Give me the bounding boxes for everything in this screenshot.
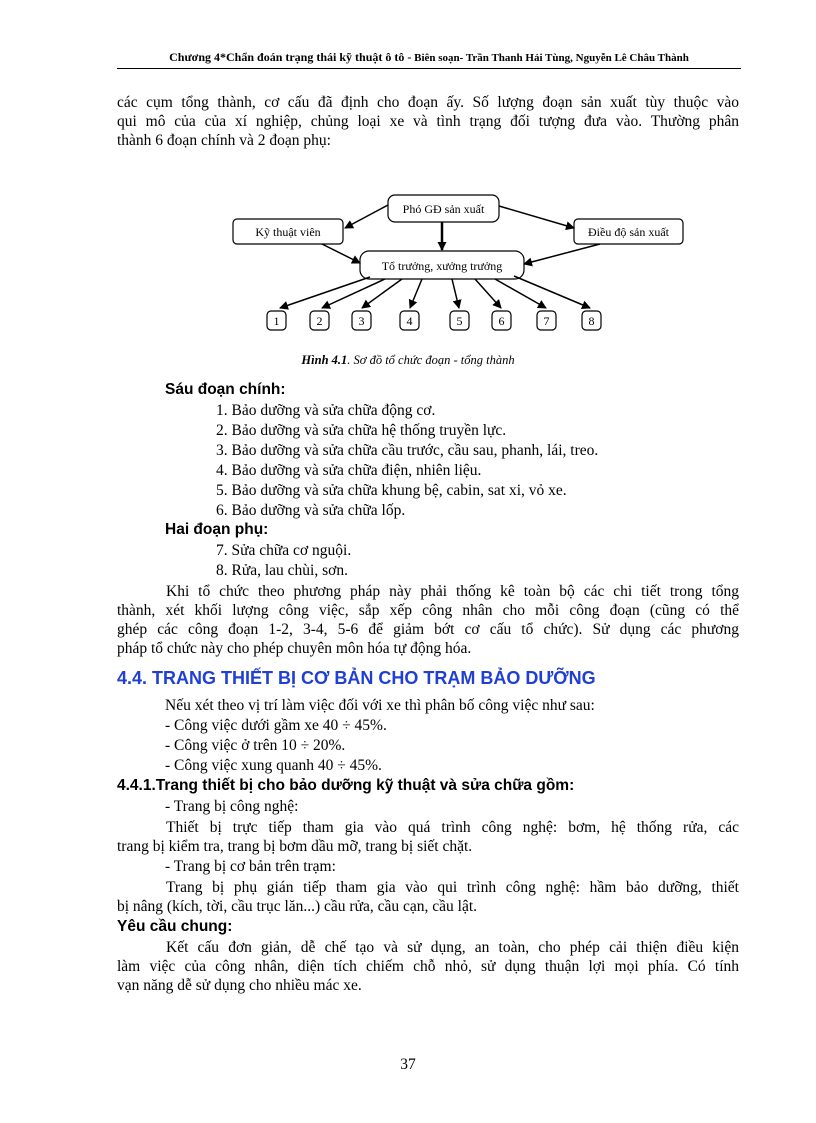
main-section-item-4: 4. Bảo dưỡng và sửa chữa điện, nhiên liệu. [216,462,482,479]
main-section-item-1: 1. Bảo dưỡng và sửa chữa động cơ. [216,402,436,419]
box-team-leader-label: Tổ trưởng, xưởng trưởng [381,259,503,273]
arrow-to-unit-6 [475,279,501,308]
unit-label-6: 6 [498,314,505,328]
intro-line-1: các cụm tổng thành, cơ cấu đã định cho đoạn ấy. Số lượng đoạn sản xuất tùy thuộc vào [117,94,739,111]
unit-label-3: 3 [358,314,365,328]
main-section-item-6: 6. Bảo dưỡng và sửa chữa lốp. [216,502,406,519]
org-diagram [0,0,816,345]
figure-caption-label: Hình 4.1 [301,353,348,367]
aux-section-item-7: 7. Sửa chữa cơ nguội. [216,542,352,559]
arrow-to-unit-8 [514,276,590,308]
tech-equipment-line-1: Thiết bị trực tiếp tham gia vào quá trình công nghệ: bơm, hệ thống rửa, các [166,819,739,836]
arrow-to-dispatcher [499,206,574,228]
organize-line-2: thành, xét khối lượng công việc, sắp xếp công nhân cho mỗi công đoạn (cũng có thể [117,602,739,619]
base-equipment-line-1: Trang bị phụ gián tiếp tham gia vào qui trình công nghệ: hầm bảo dưỡng, thiết [166,879,739,896]
unit-label-7: 7 [543,314,550,328]
base-equipment-paragraph [117,878,739,916]
main-section-item-3: 3. Bảo dưỡng và sửa chữa cầu trước, cầu sau, phanh, lái, treo. [216,442,599,459]
section-4-4-1-heading: 4.4.1.Trang thiết bị cho bảo dưỡng kỹ thuật và sửa chữa gồm: [117,777,575,794]
arrow-to-unit-7 [495,279,546,308]
organize-line-1: Khi tổ chức theo phương pháp này phải thống kê toàn bộ các chi tiết trong tổng [166,583,739,600]
figure-caption-text: . Sơ đồ tổ chức đoạn - tổng thành [347,353,515,367]
header-authors: Biên soạn- Trần Thanh Hải Tùng, Nguyễn Lê Châu Thành [414,52,689,64]
intro-line-2: qui mô của của xí nghiệp, chủng loại xe và tình trạng đối tượng đưa vào. Thường phân [117,113,739,130]
unit-label-5: 5 [456,314,463,328]
intro-line-3: thành 6 đoạn chính và 2 đoạn phụ: [117,132,331,149]
section-4-4-lead: Nếu xét theo vị trí làm việc đối với xe thì phân bố công việc như sau: [165,697,595,714]
work-distribution-item-1: - Công việc dưới gầm xe 40 ÷ 45%. [165,717,387,734]
arrow-to-unit-4 [410,279,422,308]
requirements-line-2: làm việc của công nhân, diện tích chiếm chỗ nhỏ, sử dụng thuận lợi mọi phía. Có tính [117,958,739,975]
tech-equipment-paragraph [117,818,739,856]
work-distribution-item-3: - Công việc xung quanh 40 ÷ 45%. [165,757,382,774]
unit-label-1: 1 [273,314,280,328]
aux-section-item-8: 8. Rửa, lau chùi, sơn. [216,562,348,579]
arrow-to-technician [345,205,388,228]
unit-boxes [267,311,601,330]
tech-equipment-line-2: trang bị kiểm tra, trang bị bơm dầu mỡ, trang bị siết chặt. [117,838,473,855]
arrow-technician-to-team-leader [322,244,360,263]
main-section-item-2: 2. Bảo dưỡng và sửa chữa hệ thống truyền lực. [216,422,507,439]
unit-label-8: 8 [588,314,595,328]
tech-equipment-label: - Trang bị công nghệ: [165,798,299,815]
aux-sections-heading: Hai đoạn phụ: [165,521,269,538]
arrow-to-unit-3 [362,279,402,308]
organize-paragraph [117,582,739,658]
arrow-dispatcher-to-team-leader [524,244,600,264]
work-distribution-item-2: - Công việc ở trên 10 ÷ 20%. [165,737,346,754]
requirements-line-3: vạn năng dễ sử dụng cho nhiều mác xe. [117,977,362,994]
box-technician-label: Kỹ thuật viên [255,225,321,239]
box-deputy-director-label: Phó GĐ sản xuất [402,202,485,216]
header-chapter: Chương 4*Chẩn đoán trạng thái kỹ thuật ô tô - [169,50,412,64]
figure-caption [0,353,816,368]
page-number: 37 [400,1056,416,1073]
organize-line-4: pháp tổ chức này cho phép chuyên môn hóa tự động hóa. [117,640,472,657]
requirements-line-1: Kết cấu đơn giản, dễ chế tạo và sử dụng, an toàn, cho phép cải thiện điều kiện [166,939,739,956]
main-sections-heading: Sáu đoạn chính: [165,381,286,398]
main-section-item-5: 5. Bảo dưỡng và sửa chữa khung bệ, cabin, sat xi, vỏ xe. [216,482,567,499]
organize-line-3: ghép các công đoạn 1-2, 3-4, 5-6 để giảm bớt cơ cấu tổ chức). Sử dụng các phương [117,621,739,638]
requirements-heading: Yêu cầu chung: [117,918,233,935]
section-4-4-heading: 4.4. TRANG THIẾT BỊ CƠ BẢN CHO TRẠM BẢO DƯỠNG [117,668,596,688]
unit-label-4: 4 [406,314,413,328]
requirements-paragraph [117,938,739,995]
box-dispatcher-label: Điều độ sản xuất [588,225,669,239]
base-equipment-label: - Trang bị cơ bản trên trạm: [165,858,336,875]
arrow-to-unit-5 [452,279,459,308]
unit-label-2: 2 [316,314,323,328]
base-equipment-line-2: bị nâng (kích, tời, cầu trục lăn...) cầu rửa, cầu cạn, cầu lật. [117,898,478,915]
